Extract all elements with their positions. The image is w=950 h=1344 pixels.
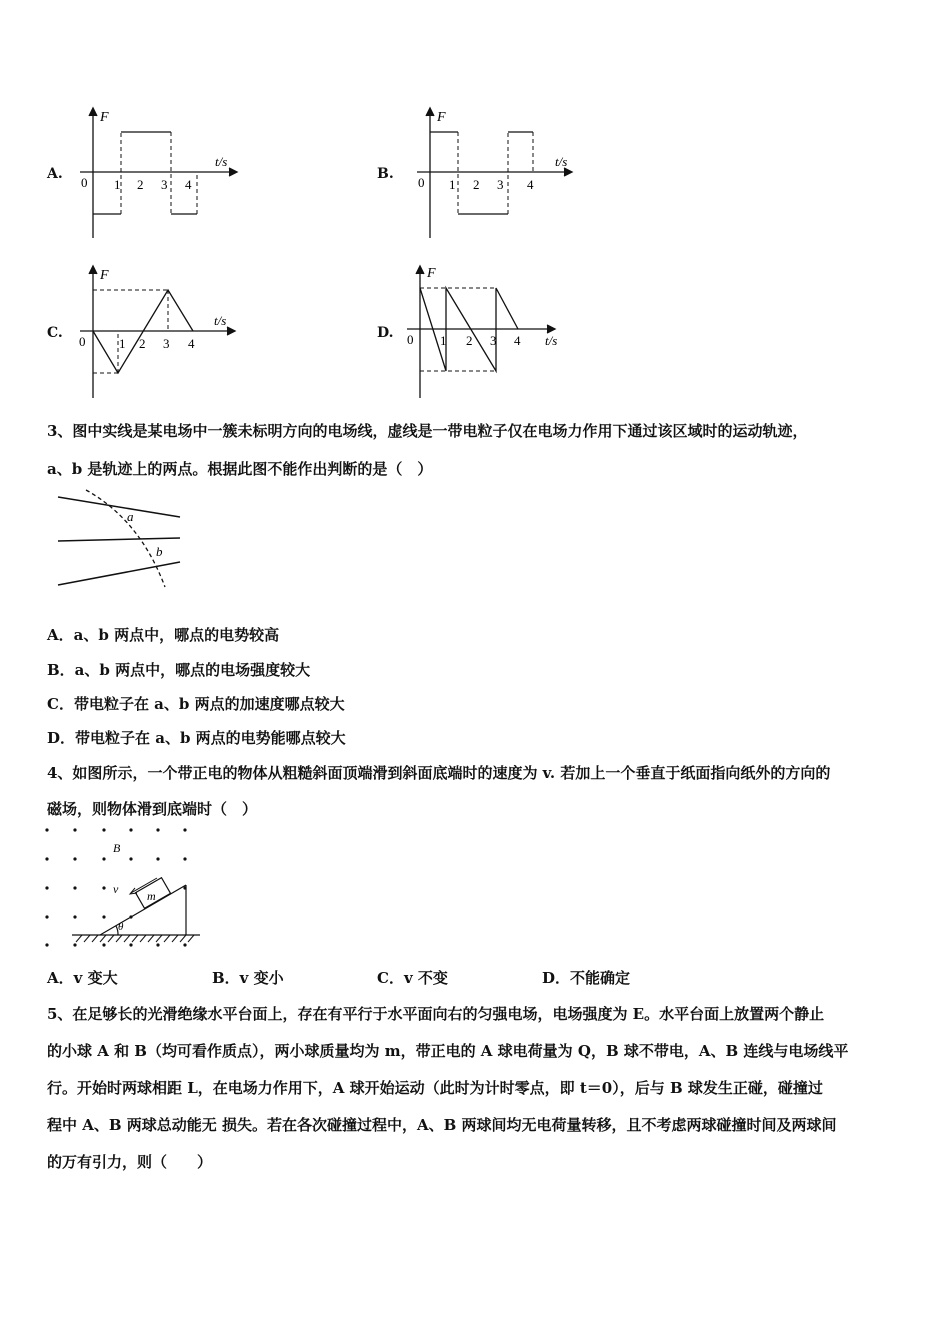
graph-a-tick: 4 <box>185 177 192 192</box>
q4-angle-label: θ <box>118 921 124 933</box>
graph-a-origin: 0 <box>81 175 88 190</box>
graph-d-axis-t: t/s <box>545 333 558 348</box>
graph-c-axis-t: t/s <box>214 313 227 328</box>
q4-mass-label: m <box>147 889 156 903</box>
graph-option-a-label: A. <box>47 166 63 182</box>
q5-stem-line-2: 的小球 A 和 B（均可看作质点），两小球质量均为 m，带正电的 A 球电荷量为 Q，B 球不带电，A、B 连线与电场线平 <box>47 1042 849 1060</box>
graph-d-axis-f: F <box>427 266 436 281</box>
q4-stem-line-2: 磁场，则物体滑到底端时（ ） <box>47 800 258 818</box>
graph-b-axis-t: t/s <box>555 154 568 169</box>
q5-stem-line-1: 5、在足够长的光滑绝缘水平台面上，存在有平行于水平面向右的匀强电场，电场强度为 E。水平台面上放置两个静止 <box>47 1005 825 1023</box>
graph-option-b-label: B. <box>377 166 394 182</box>
graph-a-tick: 1 <box>114 177 121 192</box>
graph-b-tick: 1 <box>449 177 456 192</box>
graph-c-axis-f: F <box>100 268 109 283</box>
graph-c-tick: 4 <box>188 336 195 351</box>
q4-option-c[interactable]: C．v 不变 <box>377 969 448 987</box>
q4-magnetic-field-label: B <box>113 841 121 855</box>
graph-option-d-label: D. <box>377 325 394 341</box>
graph-option-c-label: C. <box>47 325 63 341</box>
q4-option-d[interactable]: D．不能确定 <box>542 969 631 987</box>
graph-a-axis-t: t/s <box>215 154 228 169</box>
graph-d-tick: 3 <box>490 333 497 348</box>
graph-a-axis-f: F <box>100 110 109 125</box>
q3-option-d[interactable]: D．带电粒子在 a、b 两点的电势能哪点较大 <box>47 729 346 747</box>
q5-stem-line-3: 行。开始时两球相距 L，在电场力作用下，A 球开始运动（此时为计时零点，即 t＝0），后与 B 球发生正碰，碰撞过 <box>47 1079 823 1097</box>
graph-b-tick: 3 <box>497 177 504 192</box>
q4-velocity-label: v <box>113 882 119 896</box>
q3-option-b[interactable]: B．a、b 两点中，哪点的电场强度较大 <box>47 661 311 679</box>
graph-d-origin: 0 <box>407 332 414 347</box>
graph-a-tick: 3 <box>161 177 168 192</box>
q3-option-c[interactable]: C．带电粒子在 a、b 两点的加速度哪点较大 <box>47 695 345 713</box>
graph-b-tick: 2 <box>473 177 480 192</box>
graph-d-tick: 4 <box>514 333 521 348</box>
graph-c-tick: 2 <box>139 336 146 351</box>
graph-d-tick: 2 <box>466 333 473 348</box>
graph-d-tick: 1 <box>440 333 447 348</box>
graph-c-tick: 1 <box>119 336 126 351</box>
q3-point-a-label: a <box>127 509 134 524</box>
q5-stem-line-5: 的万有引力，则（ ） <box>47 1153 213 1171</box>
graph-c-origin: 0 <box>79 334 86 349</box>
graph-b-origin: 0 <box>418 175 425 190</box>
graph-c-tick: 3 <box>163 336 170 351</box>
graph-a-tick: 2 <box>137 177 144 192</box>
q3-stem-line-1: 3、图中实线是某电场中一簇未标明方向的电场线，虚线是一带电粒子仅在电场力作用下通过该区域时的运动轨迹， <box>47 422 808 440</box>
graph-b-tick: 4 <box>527 177 534 192</box>
q3-option-a[interactable]: A．a、b 两点中，哪点的电势较高 <box>47 626 280 644</box>
q3-point-b-label: b <box>156 544 163 559</box>
q3-stem-line-2: a、b 是轨迹上的两点。根据此图不能作出判断的是（ ） <box>47 460 433 478</box>
q4-option-a[interactable]: A．v 变大 <box>47 969 118 987</box>
q4-option-b[interactable]: B．v 变小 <box>212 969 284 987</box>
q5-stem-line-4: 程中 A、B 两球总动能无 损失。若在各次碰撞过程中，A、B 两球间均无电荷量转移，且不考虑两球碰撞时间及两球间 <box>47 1116 837 1134</box>
q4-stem-line-1: 4、如图所示，一个带正电的物体从粗糙斜面顶端滑到斜面底端时的速度为 v. 若加上一个垂直于纸面指向纸外的方向的 <box>47 764 831 782</box>
graph-b-axis-f: F <box>437 110 446 125</box>
